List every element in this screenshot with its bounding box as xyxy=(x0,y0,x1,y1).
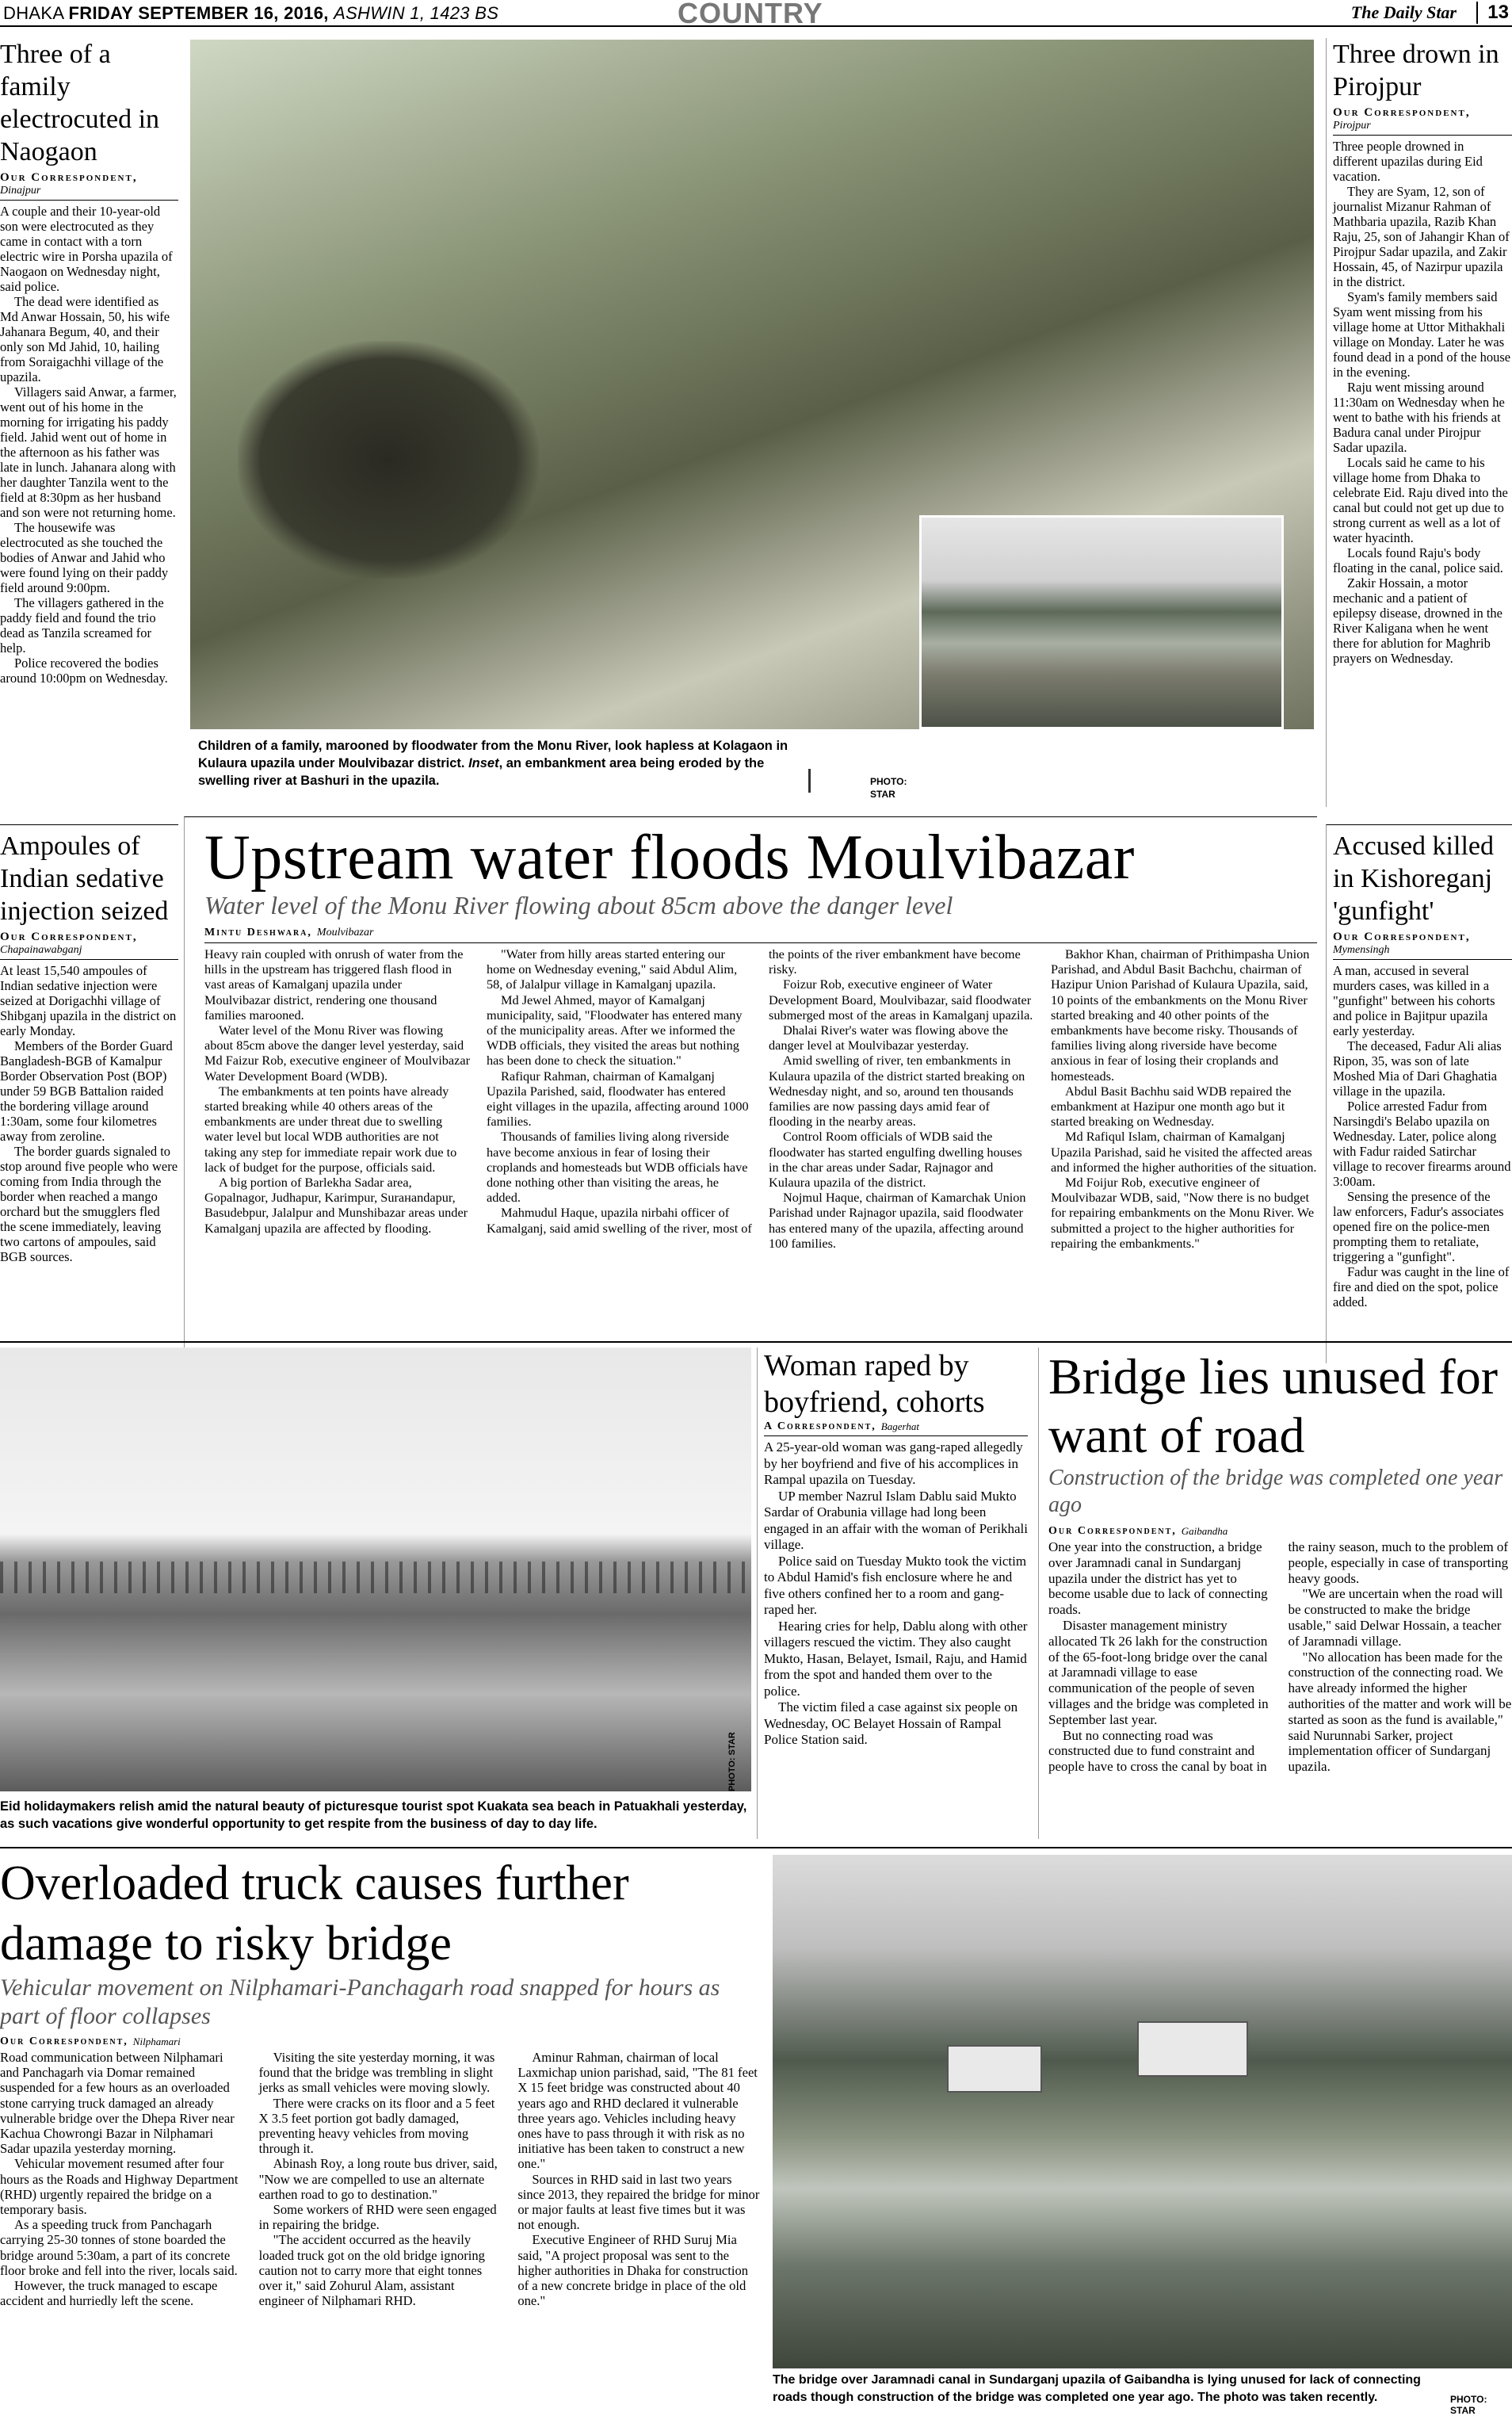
article-title: Ampoules of Indian sedative injection seized xyxy=(0,830,178,927)
paragraph: Md Jewel Ahmed, mayor of Kamalganj municipality, said, "Floodwater has entered many of the municipality areas. After we informed the WDB officials, they visited the areas but nothing has been done to check the situation." xyxy=(487,992,753,1068)
paragraph: Dhalai River's water was flowing above the danger level at Moulvibazar yesterday. xyxy=(769,1023,1035,1053)
article-truck xyxy=(0,1853,761,2411)
byline: Our Correspondent, xyxy=(0,2036,128,2048)
article-body xyxy=(0,204,178,686)
article-body xyxy=(0,963,178,1264)
article-body xyxy=(204,942,1317,1343)
article-bridge-unused xyxy=(1038,1348,1512,1839)
article-title: Three drown in Pirojpur xyxy=(1333,38,1512,103)
bridge-photo-caption: The bridge over Jaramnadi canal in Sundarganj upazila of Gaibandha is lying unused for lack of connecting roads though construction of the bridge was completed one year ago. The photo was taken recently. xyxy=(773,2372,1446,2411)
article-kishoreganj xyxy=(1326,824,1512,1363)
paragraph: Villagers said Anwar, a farmer, went out of his home in the morning for irrigating his paddy field. Jahid went out of home in the afternoon as his father was late in lunch. Jahanara along with her daughter Tanzila went to the field at 8:30pm as her husband and son were not returning home. xyxy=(0,384,178,520)
subheadline: Water level of the Monu River flowing about 85cm above the danger level xyxy=(204,890,1317,920)
article-ampoules xyxy=(0,824,178,1363)
paragraph: "Water from hilly areas started entering our home on Wednesday evening," said Abdul Alim, 58, of Jalalpur village in Kamalganj upazila. xyxy=(487,946,753,992)
subheadline: Vehicular movement on Nilphamari-Panchagarh road snapped for hours as part of floor collapses xyxy=(0,1974,761,2031)
section-divider xyxy=(0,1847,1512,1848)
paragraph: UP member Nazrul Islam Dablu said Mukto Sardar of Orabunia village had long been engaged in an affair with the woman of Perikhali village. xyxy=(764,1489,1028,1554)
paragraph: Thousands of families living along riverside have become anxious in fear of losing their croplands and homesteads but WDB officials have done nothing other than visiting the areas, he added. xyxy=(487,1129,753,1205)
dateline: Mymensingh xyxy=(1333,944,1512,960)
paragraph: As a speeding truck from Panchagarh carrying 25-30 tonnes of stone boarded the bridge around 5:30am, a part of its concrete floor broke and fell into the river, locals said. xyxy=(0,2217,243,2278)
paragraph: The deceased, Fadur Ali alias Ripon, 35, was son of late Moshed Mia of Dari Ghaghatia village in the upazila. xyxy=(1333,1038,1512,1099)
headline: Overloaded truck causes further damage to risky bridge xyxy=(0,1853,761,1974)
byline-row xyxy=(1048,1525,1512,1538)
paragraph: Zakir Hossain, a motor mechanic and a patient of epilepsy disease, drowned in the River Kaligana when he went there for ablution for Maghrib prayers on Wednesday. xyxy=(1333,575,1512,666)
flood-photo-caption xyxy=(198,737,800,801)
paragraph: The housewife was electrocuted as she touched the bodies of Anwar and Jahid who were found lying on their paddy field around 9:00pm. xyxy=(0,520,178,595)
caption-text: Children of a family, marooned by floodwater from the Monu River, look hapless at Kolagaon in Kulaura upazila under Moulvibazar district. xyxy=(198,739,788,770)
crowd-silhouette xyxy=(0,1562,751,1593)
article-naogaon xyxy=(0,38,178,807)
paragraph: Md Foijur Rob, executive engineer of Moulvibazar WDB, said, "Now there is no budget for repairing embankments on the Monu River. We submitted a project to the higher authorities for repairing the embankments." xyxy=(1051,1175,1317,1251)
article-pirojpur xyxy=(1326,38,1512,807)
byline: Our Correspondent, xyxy=(0,931,178,944)
paper-logo: The Daily Star xyxy=(1351,2,1457,23)
paragraph: Nojmul Haque, chairman of Kamarchak Union Parishad under Rajnagor upazila, said floodwater has entered many of the upazila, affecting around 100 families. xyxy=(769,1190,1035,1251)
dateline: Dinajpur xyxy=(0,185,178,201)
page-header xyxy=(0,0,1512,27)
byline: A Correspondent, xyxy=(764,1420,876,1433)
dateline: Moulvibazar xyxy=(317,927,374,939)
paragraph: But no connecting road was constructed due to fund constraint and people have to cross the canal by boat in the rainy season, much to the problem of people, especially in case of transporting heavy goods. xyxy=(1048,1539,1512,1775)
beach-caption: Eid holidaymakers relish amid the natural beauty of picturesque tourist spot Kuakata sea beach in Patuakhali yesterday, as such vacations give wonderful opportunity to get respite from the business of day to day life. xyxy=(0,1798,751,1841)
paragraph: Abinash Roy, a long route bus driver, said, "Now we are compelled to use an alternate earthen road to go to destination." xyxy=(259,2156,502,2202)
photo-credit: PHOTO: STAR xyxy=(1450,2394,1512,2410)
paragraph: "The accident occurred as the heavily loaded truck got on the old bridge ignoring caution not to carry more that eight tonnes over it," said Zohurul Alam, assistant engineer of Nilphamari RHD. xyxy=(259,2232,502,2308)
paragraph: Visiting the site yesterday morning, it was found that the bridge was trembling in slight jerks as small vehicles were moving slowly. xyxy=(259,2050,502,2096)
paragraph: At least 15,540 ampoules of Indian sedative injection were seized at Dorigachhi village of Shibganj upazila in the district on early Monday. xyxy=(0,963,178,1038)
byline-row xyxy=(0,2036,761,2048)
paragraph: Police arrested Fadur from Narsingdi's Belabo upazila on Wednesday. Later, police along with Fadur raided Satirchar village to recover firearms around 3:00am. xyxy=(1333,1099,1512,1189)
dateline: Gaibandha xyxy=(1182,1525,1228,1538)
caption-text: , an embankment area being eroded by the swelling river at Bashuri in the upazila. xyxy=(198,756,764,788)
byline-row xyxy=(204,927,1317,939)
section-divider xyxy=(0,1341,1512,1343)
paragraph: Three people drowned in different upazilas during Eid vacation. xyxy=(1333,139,1512,184)
bridge-left-pier xyxy=(947,2045,1042,2093)
article-body xyxy=(1333,139,1512,666)
byline: Our Correspondent, xyxy=(1333,106,1512,120)
paragraph: Md Rafiqul Islam, chairman of Kamalganj Upazila Parishad, said he visited the affected areas and informed the higher authorities of the situation. xyxy=(1051,1129,1317,1175)
paragraph: Vehicular movement resumed after four hours as the Roads and Highway Department (RHD) urgently repaired the bridge on a temporary basis. xyxy=(0,2156,243,2217)
paragraph: Amid swelling of river, ten embankments in Kulaura upazila of the district started breaking on Wednesday night, and so, around ten thousands families are now passing days amid fear of flooding in the nearby areas. xyxy=(769,1053,1035,1129)
paragraph: They are Syam, 12, son of journalist Mizanur Rahman of Mathbaria upazila, Razib Khan Raju, 25, son of Jahangir Khan of Pirojpur Sadar upazila, and Zakir Hossain, 45, of Nazirpur upazila in the district. xyxy=(1333,184,1512,289)
paragraph: Locals said he came to his village home from Dhaka to celebrate Eid. Raju dived into the canal but could not get up due to strong current as well as a lot of water hyacinth. xyxy=(1333,455,1512,545)
article-flood xyxy=(184,816,1317,1371)
paragraph: Hearing cries for help, Dablu along with other villagers rescued the victim. They also caught Mukto, Hasan, Belayet, Ismail, Raju, and Hamid from the spot and handed them over to the police. xyxy=(764,1619,1028,1700)
paragraph: Heavy rain coupled with onrush of water from the hills in the upstream has triggered flash flood in vast areas of Kamalganj upazila under Moulvibazar district, rendering one thousand families marooned. xyxy=(204,946,471,1023)
paragraph: A couple and their 10-year-old son were electrocuted as they came in contact with a torn electric wire in Porsha upazila of Naogaon on Wednesday night, said police. xyxy=(0,204,178,294)
paragraph: Members of the Border Guard Bangladesh-BGB of Kamalpur Border Observation Post (BOP) under 59 BGB Battalion raided the bordering village around 1:30am, some four kilometres away from zeroline. xyxy=(0,1038,178,1144)
paragraph: Police said on Tuesday Mukto took the victim to Abdul Hamid's fish enclosure where he and five others confined her to a room and gang-raped her. xyxy=(764,1554,1028,1619)
subheadline: Construction of the bridge was completed one year ago xyxy=(1048,1465,1512,1519)
beach-photo xyxy=(0,1348,751,1791)
dateline: Chapainawabganj xyxy=(0,944,178,960)
paragraph: Mahmudul Haque, upazila nirbahi officer of Kamalganj, said amid swelling of the river, most of the points of the river embankment have become risky. xyxy=(487,946,1035,1251)
photo-credit: PHOTO: STAR xyxy=(870,775,934,802)
paragraph: Water level of the Monu River was flowing about 85cm above the danger level yesterday, said Md Faizur Rob, executive engineer of Moulvibazar Water Development Board (WDB). xyxy=(204,1023,471,1084)
paragraph: Road communication between Nilphamari and Panchagarh via Domar remained suspended for a few hours as an overloaded stone carrying truck damaged an already vulnerable bridge over the Dhepa River near Kachua Chowrongi Bazar in Nilphamari Sadar upazila yesterday morning. xyxy=(0,2050,243,2156)
paragraph: A big portion of Barlekha Sadar area, Gopalnagor, Judhapur, Karimpur, Surанandapur, Basudebpur, Jalalpur and Munshibazar areas under Kamalganj upazila are affected by flooding. xyxy=(204,1175,471,1236)
paragraph: Syam's family members said Syam went missing from his village home at Uttor Mithakhali village on Monday. Later he was found dead in a pond of the house in the evening. xyxy=(1333,289,1512,380)
article-body xyxy=(1048,1539,1512,1848)
page-number: 13 xyxy=(1476,2,1509,24)
paragraph: One year into the construction, a bridge over Jaramnadi canal in Sundarganj upazila under the district has yet to become usable due to lack of connecting roads. xyxy=(1048,1539,1273,1618)
article-title: Woman raped by boyfriend, cohorts xyxy=(764,1348,1028,1420)
paragraph: The dead were identified as Md Anwar Hossain, 50, his wife Jahanara Begum, 40, and their only son Md Jahid, 10, hailing from Soraigachhi village of the upazila. xyxy=(0,294,178,384)
caption-inset-label: Inset xyxy=(468,756,499,770)
headline: Upstream water floods Moulvibazar xyxy=(204,822,1317,893)
paragraph: However, the truck managed to escape accident and hurriedly left the scene. xyxy=(0,2278,243,2308)
bridge-right-pier xyxy=(1137,2021,1248,2077)
paragraph: Bakhor Khan, chairman of Prithimpasha Union Parishad, and Abdul Basit Bachchu, chairman of Hazipur Union Parishad of Kulaura Upazila, said, 10 points of the embankments on the Monu River started breaking and 40 other points of the embankments have become risky. Thousands of families living along riverside have become anxious in fear of losing their croplands and homesteads. xyxy=(1051,946,1317,1084)
children-silhouette xyxy=(238,341,539,579)
paragraph: Police recovered the bodies around 10:00pm on Wednesday. xyxy=(0,656,178,686)
article-body xyxy=(1333,963,1512,1309)
paragraph: A man, accused in several murders cases, was killed in a "gunfight" between his cohorts and police in Bajitpur upazila early yesterday. xyxy=(1333,963,1512,1038)
bridge-photo xyxy=(773,1855,1512,2368)
paragraph: Sensing the presence of the law enforcers, Fadur's associates opened fire on the police-men prompting them to retaliate, triggering a "gunfight". xyxy=(1333,1189,1512,1264)
section-title: COUNTRY xyxy=(678,0,823,30)
paragraph: Abdul Basit Bachhu said WDB repaired the embankment at Hazipur one month ago but it started breaking on Wednesday. xyxy=(1051,1084,1317,1130)
article-woman xyxy=(757,1348,1033,1839)
paragraph: Disaster management ministry allocated Tk 26 lakh for the construction of the 65-foot-long bridge over the canal at Jaramnadi village to ease communication of the people of seven villages and the bridge was completed in September last year. xyxy=(1048,1618,1273,1728)
paragraph: There were cracks on its floor and a 5 feet X 3.5 feet portion got badly damaged, preventing heavy vehicles from moving through it. xyxy=(259,2096,502,2157)
paragraph: Locals found Raju's body floating in the canal, police said. xyxy=(1333,545,1512,575)
byline: Our Correspondent, xyxy=(1333,931,1512,944)
paragraph: "No allocation has been made for the construction of the connecting road. We have already informed the higher authorities of the matter and work will be started as soon as the fund is available," said Nurunnabi Sarker, project implementation officer of Sundarganj upazila. xyxy=(1289,1650,1512,1775)
photo-credit: PHOTO: STAR xyxy=(727,1680,743,1791)
byline-row xyxy=(764,1420,1028,1436)
article-title: Three of a family electrocuted in Naogaon xyxy=(0,38,178,168)
article-title: Accused killed in Kishoreganj 'gunfight' xyxy=(1333,830,1512,927)
flood-photo xyxy=(190,40,1314,729)
paragraph: Some workers of RHD were seen engaged in repairing the bridge. xyxy=(259,2202,502,2232)
paragraph: Foizur Rob, executive engineer of Water Development Board, Moulvibazar, said floodwater submerged most of the areas in Kamalganj upazila. xyxy=(769,977,1035,1023)
paragraph: Aminur Rahman, chairman of local Laxmichap union parishad, said, "The 81 feet X 15 feet bridge was constructed about 40 years ago and RHD declared it vulnerable three years ago. Vehicles including heavy ones have to pass through it with risk as no initiative has been taken to construct a new one." xyxy=(517,2050,761,2172)
dateline-header: DHAKA FRIDAY SEPTEMBER 16, 2016, ASHWIN 1, 1423 BS xyxy=(3,3,498,24)
paragraph: A 25-year-old woman was gang-raped allegedly by her boyfriend and five of his accomplices in Rampal upazila on Tuesday. xyxy=(764,1439,1028,1489)
paragraph: Control Room officials of WDB said the floodwater has started engulfing dwelling houses in the char areas under Sadar, Rajnagor and Kulaura upazila of the district. xyxy=(769,1129,1035,1190)
dateline: Pirojpur xyxy=(1333,120,1512,136)
article-body xyxy=(0,2050,761,2367)
paragraph: The border guards signaled to stop around five people who were coming from India through the border when reached a mango orchard but the smugglers fled the scene immediately, leaving two cartons of ampoules, said BGB sources. xyxy=(0,1144,178,1264)
dateline: Nilphamari xyxy=(133,2036,181,2048)
byline: Mintu Deshwara, xyxy=(204,927,312,939)
dateline: Bagerhat xyxy=(881,1420,919,1433)
paragraph: Rafiqur Rahman, chairman of Kamalganj Upazila Parished, said, floodwater has entered eight villages in the upazila, affecting around 1000 families. xyxy=(487,1068,753,1130)
inset-photo xyxy=(919,515,1284,729)
caption-rule xyxy=(808,769,811,793)
byline: Our Correspondent, xyxy=(1048,1525,1177,1538)
paragraph: The victim filed a case against six people on Wednesday, OC Belayet Hossain of Rampal Police Station said. xyxy=(764,1699,1028,1749)
headline: Bridge lies unused for want of road xyxy=(1048,1348,1512,1465)
paragraph: Raju went missing around 11:30am on Wednesday when he went to bathe with his friends at Badura canal under Pirojpur Sadar upazila. xyxy=(1333,380,1512,455)
byline: Our Correspondent, xyxy=(0,171,178,185)
paragraph: The villagers gathered in the paddy field and found the trio dead as Tanzila screamed for help. xyxy=(0,595,178,656)
paragraph: Executive Engineer of RHD Suruj Mia said, "A project proposal was sent to the higher authorities in Dhaka for construction of a new concrete bridge in place of the old one." xyxy=(517,2232,761,2308)
article-body xyxy=(764,1439,1028,1749)
paragraph: Fadur was caught in the line of fire and died on the spot, police added. xyxy=(1333,1264,1512,1309)
paragraph: "We are uncertain when the road will be constructed to make the bridge usable," said Delwar Hossain, a teacher of Jaramnadi village. xyxy=(1289,1586,1512,1649)
paragraph: The embankments at ten points have already started breaking while 40 others areas of the embankments are under threat due to swelling water level but local WDB authorities are not taking any step for immediate repair work due to lack of budget for the purpose, officials said. xyxy=(204,1084,471,1175)
paragraph: Sources in RHD said in last two years since 2013, they repaired the bridge for minor or major faults at least five times but it was not enough. xyxy=(517,2172,761,2233)
